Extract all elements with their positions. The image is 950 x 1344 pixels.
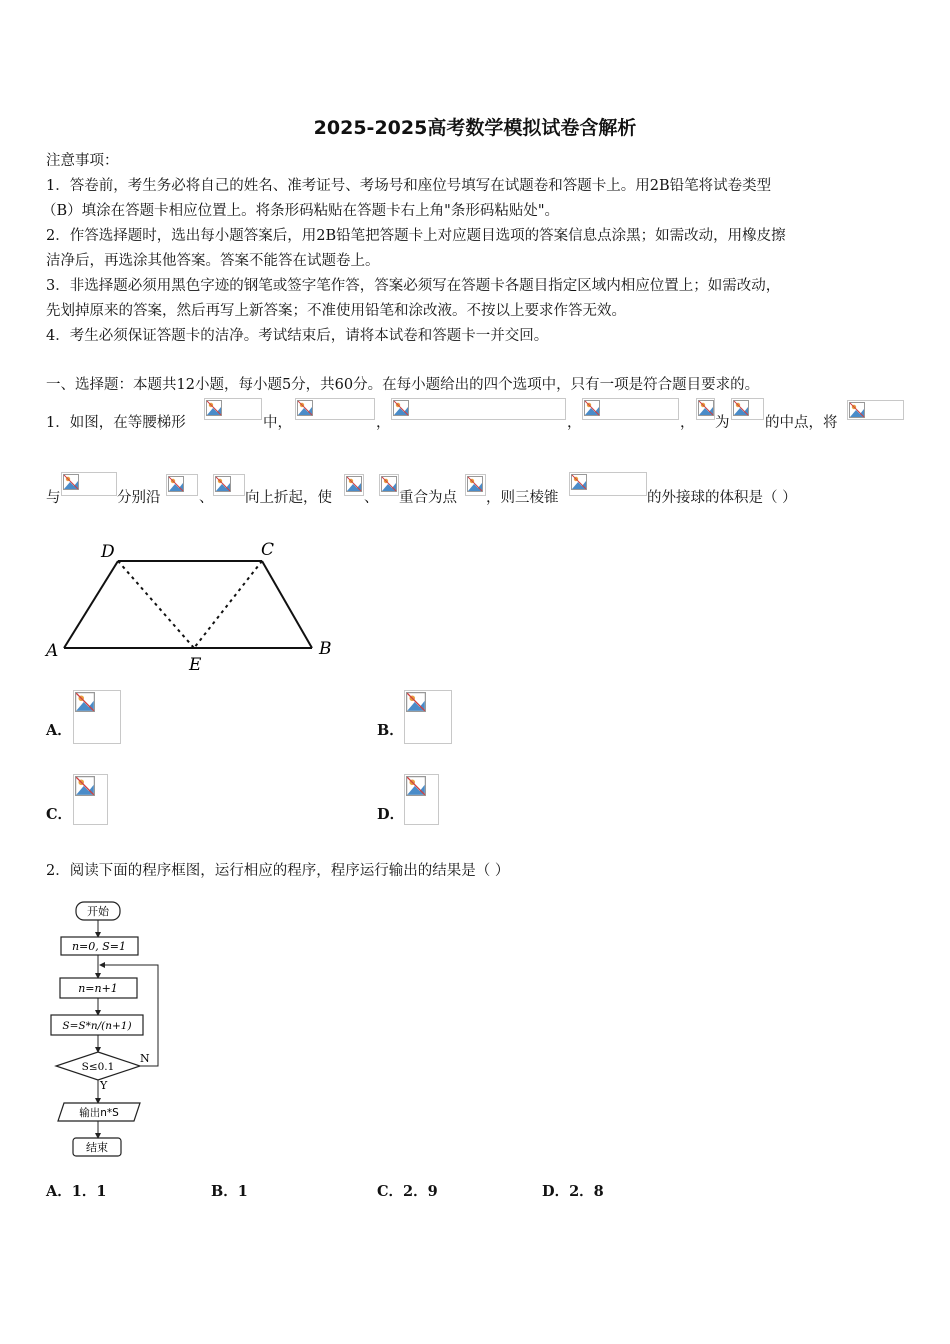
notice-heading: 注意事项：	[46, 153, 119, 169]
q2-stem: 2．阅读下面的程序框图，运行相应的程序，程序运行输出的结果是（ ）	[46, 863, 510, 879]
broken-image-icon	[584, 400, 600, 416]
formula-image-placeholder	[731, 398, 764, 420]
q1-text-8: 与	[46, 490, 61, 506]
q1-option-b-label: B．	[377, 722, 404, 739]
notice-line-5: 3．非选择题必须用黑色字迹的钢笔或签字笔作答，答案必须写在答题卡各题目指定区域内相应位置上；如需改动，	[46, 278, 781, 294]
flow-update-label: S=S*n/(n+1)	[62, 1020, 132, 1032]
formula-image-placeholder	[166, 474, 198, 496]
broken-image-icon	[215, 476, 231, 492]
vertex-label-b: B	[319, 639, 332, 659]
program-flowchart	[40, 895, 170, 1165]
q1-text-14: ，则三棱锥	[486, 490, 559, 506]
formula-image-placeholder	[569, 472, 647, 496]
broken-image-icon	[75, 776, 95, 796]
vertex-label-d: D	[101, 542, 115, 562]
section-heading: 一、选择题：本题共12小题，每小题5分，共60分。在每小题给出的四个选项中，只有一项是符合题目要求的。	[46, 377, 760, 393]
broken-image-icon	[75, 692, 95, 712]
broken-image-icon	[849, 402, 865, 418]
broken-image-icon	[406, 776, 426, 796]
fold-line-de	[118, 561, 194, 648]
q1-text-6: 为	[715, 415, 730, 431]
notice-line-4: 洁净后，再选涂其他答案。答案不能答在试题卷上。	[46, 253, 380, 269]
q1-text-10: 、	[199, 490, 214, 506]
flow-yes-label: Y	[100, 1079, 108, 1092]
notice-line-7: 4．考生必须保证答题卡的洁净。考试结束后，请将本试卷和答题卡一并交回。	[46, 328, 549, 344]
broken-image-icon	[467, 476, 483, 492]
formula-image-placeholder	[696, 398, 715, 420]
formula-image-placeholder	[73, 690, 121, 744]
q1-text-1: 1．如图，在等腰梯形	[46, 415, 186, 431]
formula-image-placeholder	[391, 398, 566, 420]
q1-text-4: ，	[567, 415, 582, 431]
broken-image-icon	[406, 692, 426, 712]
formula-image-placeholder	[582, 398, 679, 420]
formula-image-placeholder	[404, 690, 452, 744]
flow-start-label: 开始	[87, 905, 109, 918]
broken-image-icon	[698, 400, 714, 416]
q1-text-13: 重合为点	[399, 490, 457, 506]
notice-line-2: （B）填涂在答题卡相应位置上。将条形码粘贴在答题卡右上角"条形码粘贴处"。	[42, 203, 559, 219]
notice-line-1: 1．答卷前，考生务必将自己的姓名、准考证号、考场号和座位号填写在试题卷和答题卡上。用2B铅笔将试卷类型	[46, 178, 772, 194]
q1-text-5: ，	[680, 415, 695, 431]
trapezoid-figure	[44, 538, 344, 676]
broken-image-icon	[346, 476, 362, 492]
formula-image-placeholder	[73, 774, 108, 825]
q2-answer-c: C．2．9	[377, 1183, 438, 1200]
trapezoid-edge-cb	[262, 561, 312, 648]
formula-image-placeholder	[847, 400, 904, 420]
q2-answer-a: A．1．1	[46, 1183, 107, 1200]
broken-image-icon	[571, 474, 587, 490]
q2-answer-d: D．2．8	[542, 1183, 604, 1200]
flow-end-label: 结束	[86, 1141, 108, 1154]
q1-option-a-label: A．	[46, 722, 72, 739]
flow-no-label: N	[140, 1052, 150, 1065]
q1-text-12: 、	[364, 490, 379, 506]
fold-line-ce	[194, 561, 262, 648]
page-title: 2025-2025高考数学模拟试卷含解析	[313, 117, 637, 139]
vertex-label-c: C	[261, 540, 275, 560]
trapezoid-edge-ad	[64, 561, 118, 648]
broken-image-icon	[297, 400, 313, 416]
formula-image-placeholder	[213, 474, 245, 496]
q1-option-d-label: D．	[377, 806, 405, 823]
q1-text-3: ，	[376, 415, 391, 431]
broken-image-icon	[381, 476, 397, 492]
q1-text-9: 分别沿	[117, 490, 161, 506]
formula-image-placeholder	[379, 474, 399, 496]
q1-option-c-label: C．	[46, 806, 73, 823]
broken-image-icon	[206, 400, 222, 416]
formula-image-placeholder	[295, 398, 375, 420]
formula-image-placeholder	[465, 474, 486, 496]
flow-init-label: n=0, S=1	[71, 940, 127, 953]
q1-text-11: 向上折起，使	[245, 490, 332, 506]
vertex-label-a: A	[46, 641, 59, 661]
vertex-label-e: E	[189, 655, 202, 675]
broken-image-icon	[63, 474, 79, 490]
broken-image-icon	[733, 400, 749, 416]
formula-image-placeholder	[61, 472, 117, 496]
q1-text-7: 的中点，将	[765, 415, 838, 431]
formula-image-placeholder	[404, 774, 439, 825]
q2-answer-b: B．1	[211, 1183, 248, 1200]
flow-output-label: 输出n*S	[79, 1107, 119, 1119]
formula-image-placeholder	[204, 398, 262, 420]
notice-line-3: 2．作答选择题时，选出每小题答案后，用2B铅笔把答题卡上对应题目选项的答案信息点涂黑；如需改动，用橡皮擦	[46, 228, 786, 244]
flow-increment-label: n=n+1	[78, 982, 118, 995]
formula-image-placeholder	[344, 474, 364, 496]
q1-text-2: 中，	[263, 415, 292, 431]
flow-decision-label: S≤0.1	[81, 1061, 115, 1073]
q1-text-15: 的外接球的体积是（ ）	[647, 490, 797, 506]
broken-image-icon	[393, 400, 409, 416]
broken-image-icon	[168, 476, 184, 492]
notice-line-6: 先划掉原来的答案，然后再写上新答案；不准使用铅笔和涂改液。不按以上要求作答无效。	[46, 303, 626, 319]
